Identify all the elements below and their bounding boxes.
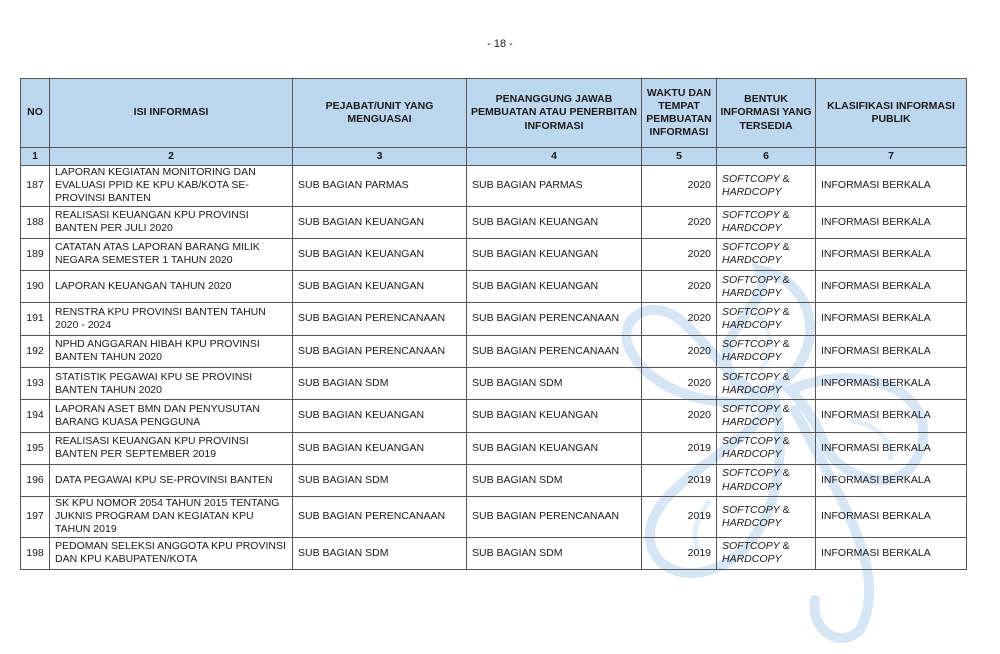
cell-klasifikasi: INFORMASI BERKALA — [816, 303, 967, 335]
cell-klasifikasi: INFORMASI BERKALA — [816, 432, 967, 464]
table-row — [21, 238, 967, 270]
softcopy-label: SOFTCOPY — [722, 503, 780, 516]
cell-no: 193 — [21, 367, 50, 399]
cell-penanggung-jawab: SUB BAGIAN PARMAS — [467, 166, 642, 206]
cell-penanggung-jawab: SUB BAGIAN KEUANGAN — [467, 238, 642, 270]
cell-klasifikasi: INFORMASI BERKALA — [816, 166, 967, 206]
table-row — [21, 432, 967, 464]
hardcopy-label: HARDCOPY — [722, 254, 782, 267]
cell-bentuk-informasi: SOFTCOPY & HARDCOPY — [717, 303, 816, 335]
header-no: NO — [21, 79, 50, 148]
column-number: 5 — [642, 148, 717, 166]
cell-pejabat: SUB BAGIAN PERENCANAAN — [293, 497, 467, 537]
cell-pejabat: SUB BAGIAN PERENCANAAN — [293, 303, 467, 335]
table-row — [21, 537, 967, 569]
cell-no: 197 — [21, 497, 50, 537]
softcopy-label: SOFTCOPY — [722, 273, 780, 286]
cell-isi-informasi: RENSTRA KPU PROVINSI BANTEN TAHUN 2020 - 2024 — [50, 303, 293, 335]
cell-isi-informasi: CATATAN ATAS LAPORAN BARANG MILIK NEGARA SEMESTER 1 TAHUN 2020 — [50, 238, 293, 270]
hardcopy-label: HARDCOPY — [722, 185, 782, 198]
cell-klasifikasi: INFORMASI BERKALA — [816, 238, 967, 270]
column-number: 3 — [293, 148, 467, 166]
cell-isi-informasi: LAPORAN ASET BMN DAN PENYUSUTAN BARANG KUASA PENGGUNA — [50, 400, 293, 432]
softcopy-label: SOFTCOPY — [722, 305, 780, 318]
softcopy-label: SOFTCOPY — [722, 435, 780, 448]
cell-no: 198 — [21, 537, 50, 569]
cell-no: 196 — [21, 464, 50, 496]
cell-penanggung-jawab: SUB BAGIAN PERENCANAAN — [467, 303, 642, 335]
cell-tahun: 2019 — [642, 432, 717, 464]
cell-bentuk-informasi: SOFTCOPY & HARDCOPY — [717, 335, 816, 367]
header-row — [21, 79, 967, 148]
information-table — [20, 78, 967, 570]
cell-pejabat: SUB BAGIAN KEUANGAN — [293, 238, 467, 270]
softcopy-label: SOFTCOPY — [722, 370, 780, 383]
cell-isi-informasi: STATISTIK PEGAWAI KPU SE PROVINSI BANTEN TAHUN 2020 — [50, 367, 293, 399]
cell-no: 195 — [21, 432, 50, 464]
cell-bentuk-informasi: SOFTCOPY & HARDCOPY — [717, 464, 816, 496]
cell-klasifikasi: INFORMASI BERKALA — [816, 537, 967, 569]
softcopy-label: SOFTCOPY — [722, 402, 780, 415]
table-row — [21, 497, 967, 537]
cell-no: 191 — [21, 303, 50, 335]
cell-no: 188 — [21, 206, 50, 238]
header-pejabat: PEJABAT/UNIT YANG MENGUASAI — [293, 79, 467, 148]
column-number: 7 — [816, 148, 967, 166]
cell-klasifikasi: INFORMASI BERKALA — [816, 400, 967, 432]
cell-klasifikasi: INFORMASI BERKALA — [816, 335, 967, 367]
column-number: 4 — [467, 148, 642, 166]
hardcopy-label: HARDCOPY — [722, 448, 782, 461]
cell-penanggung-jawab: SUB BAGIAN SDM — [467, 464, 642, 496]
cell-pejabat: SUB BAGIAN SDM — [293, 537, 467, 569]
hardcopy-label: HARDCOPY — [722, 553, 782, 566]
cell-tahun: 2020 — [642, 303, 717, 335]
cell-bentuk-informasi: SOFTCOPY & HARDCOPY — [717, 238, 816, 270]
softcopy-label: SOFTCOPY — [722, 467, 780, 480]
cell-bentuk-informasi: SOFTCOPY & HARDCOPY — [717, 367, 816, 399]
column-number: 6 — [717, 148, 816, 166]
hardcopy-label: HARDCOPY — [722, 383, 782, 396]
cell-no: 192 — [21, 335, 50, 367]
softcopy-label: SOFTCOPY — [722, 172, 780, 185]
cell-bentuk-informasi: SOFTCOPY & HARDCOPY — [717, 497, 816, 537]
cell-klasifikasi: INFORMASI BERKALA — [816, 464, 967, 496]
cell-penanggung-jawab: SUB BAGIAN KEUANGAN — [467, 271, 642, 303]
cell-klasifikasi: INFORMASI BERKALA — [816, 367, 967, 399]
cell-isi-informasi: REALISASI KEUANGAN KPU PROVINSI BANTEN PER JULI 2020 — [50, 206, 293, 238]
cell-bentuk-informasi: SOFTCOPY & HARDCOPY — [717, 400, 816, 432]
hardcopy-label: HARDCOPY — [722, 480, 782, 493]
cell-tahun: 2020 — [642, 367, 717, 399]
cell-isi-informasi: LAPORAN KEUANGAN TAHUN 2020 — [50, 271, 293, 303]
hardcopy-label: HARDCOPY — [722, 319, 782, 332]
cell-isi-informasi: REALISASI KEUANGAN KPU PROVINSI BANTEN PER SEPTEMBER 2019 — [50, 432, 293, 464]
table-row — [21, 271, 967, 303]
cell-pejabat: SUB BAGIAN KEUANGAN — [293, 432, 467, 464]
cell-bentuk-informasi: SOFTCOPY & HARDCOPY — [717, 166, 816, 206]
page-number: - 18 - — [487, 38, 513, 50]
cell-no: 194 — [21, 400, 50, 432]
softcopy-label: SOFTCOPY — [722, 241, 780, 254]
cell-bentuk-informasi: SOFTCOPY & HARDCOPY — [717, 432, 816, 464]
cell-no: 187 — [21, 166, 50, 206]
table-row — [21, 335, 967, 367]
cell-penanggung-jawab: SUB BAGIAN KEUANGAN — [467, 432, 642, 464]
softcopy-label: SOFTCOPY — [722, 338, 780, 351]
cell-tahun: 2019 — [642, 464, 717, 496]
cell-tahun: 2020 — [642, 400, 717, 432]
table-row — [21, 367, 967, 399]
cell-pejabat: SUB BAGIAN KEUANGAN — [293, 271, 467, 303]
table-row — [21, 166, 967, 206]
cell-penanggung-jawab: SUB BAGIAN PERENCANAAN — [467, 497, 642, 537]
cell-tahun: 2020 — [642, 271, 717, 303]
header-isi-informasi: ISI INFORMASI — [50, 79, 293, 148]
cell-tahun: 2020 — [642, 238, 717, 270]
table-row — [21, 400, 967, 432]
cell-no: 189 — [21, 238, 50, 270]
header-klasifikasi: KLASIFIKASI INFORMASI PUBLIK — [816, 79, 967, 148]
cell-pejabat: SUB BAGIAN KEUANGAN — [293, 206, 467, 238]
cell-pejabat: SUB BAGIAN PARMAS — [293, 166, 467, 206]
cell-tahun: 2020 — [642, 166, 717, 206]
cell-klasifikasi: INFORMASI BERKALA — [816, 271, 967, 303]
cell-tahun: 2019 — [642, 497, 717, 537]
cell-penanggung-jawab: SUB BAGIAN KEUANGAN — [467, 400, 642, 432]
column-number: 2 — [50, 148, 293, 166]
cell-tahun: 2020 — [642, 206, 717, 238]
cell-pejabat: SUB BAGIAN KEUANGAN — [293, 400, 467, 432]
column-number-row — [21, 148, 967, 166]
table-row — [21, 464, 967, 496]
table-row — [21, 206, 967, 238]
cell-isi-informasi: LAPORAN KEGIATAN MONITORING DAN EVALUASI PPID KE KPU KAB/KOTA SE-PROVINSI BANTEN — [50, 166, 293, 206]
hardcopy-label: HARDCOPY — [722, 286, 782, 299]
cell-isi-informasi: SK KPU NOMOR 2054 TAHUN 2015 TENTANG JUKNIS PROGRAM DAN KEGIATAN KPU TAHUN 2019 — [50, 497, 293, 537]
cell-tahun: 2020 — [642, 335, 717, 367]
cell-isi-informasi: DATA PEGAWAI KPU SE-PROVINSI BANTEN — [50, 464, 293, 496]
cell-isi-informasi: PEDOMAN SELEKSI ANGGOTA KPU PROVINSI DAN KPU KABUPATEN/KOTA — [50, 537, 293, 569]
cell-penanggung-jawab: SUB BAGIAN SDM — [467, 537, 642, 569]
softcopy-label: SOFTCOPY — [722, 209, 780, 222]
cell-pejabat: SUB BAGIAN SDM — [293, 464, 467, 496]
header-waktu-tempat: WAKTU DAN TEMPAT PEMBUATAN INFORMASI — [642, 79, 717, 148]
softcopy-label: SOFTCOPY — [722, 540, 780, 553]
cell-bentuk-informasi: SOFTCOPY & HARDCOPY — [717, 206, 816, 238]
table-body — [21, 166, 967, 570]
cell-tahun: 2019 — [642, 537, 717, 569]
cell-bentuk-informasi: SOFTCOPY & HARDCOPY — [717, 271, 816, 303]
hardcopy-label: HARDCOPY — [722, 516, 782, 529]
cell-pejabat: SUB BAGIAN SDM — [293, 367, 467, 399]
cell-klasifikasi: INFORMASI BERKALA — [816, 206, 967, 238]
hardcopy-label: HARDCOPY — [722, 351, 782, 364]
cell-bentuk-informasi: SOFTCOPY & HARDCOPY — [717, 537, 816, 569]
hardcopy-label: HARDCOPY — [722, 415, 782, 428]
cell-no: 190 — [21, 271, 50, 303]
cell-isi-informasi: NPHD ANGGARAN HIBAH KPU PROVINSI BANTEN TAHUN 2020 — [50, 335, 293, 367]
column-number: 1 — [21, 148, 50, 166]
cell-pejabat: SUB BAGIAN PERENCANAAN — [293, 335, 467, 367]
hardcopy-label: HARDCOPY — [722, 222, 782, 235]
cell-penanggung-jawab: SUB BAGIAN KEUANGAN — [467, 206, 642, 238]
header-penanggung-jawab: PENANGGUNG JAWAB PEMBUATAN ATAU PENERBITAN INFORMASI — [467, 79, 642, 148]
cell-penanggung-jawab: SUB BAGIAN SDM — [467, 367, 642, 399]
cell-klasifikasi: INFORMASI BERKALA — [816, 497, 967, 537]
header-bentuk-informasi: BENTUK INFORMASI YANG TERSEDIA — [717, 79, 816, 148]
cell-penanggung-jawab: SUB BAGIAN PERENCANAAN — [467, 335, 642, 367]
table-row — [21, 303, 967, 335]
